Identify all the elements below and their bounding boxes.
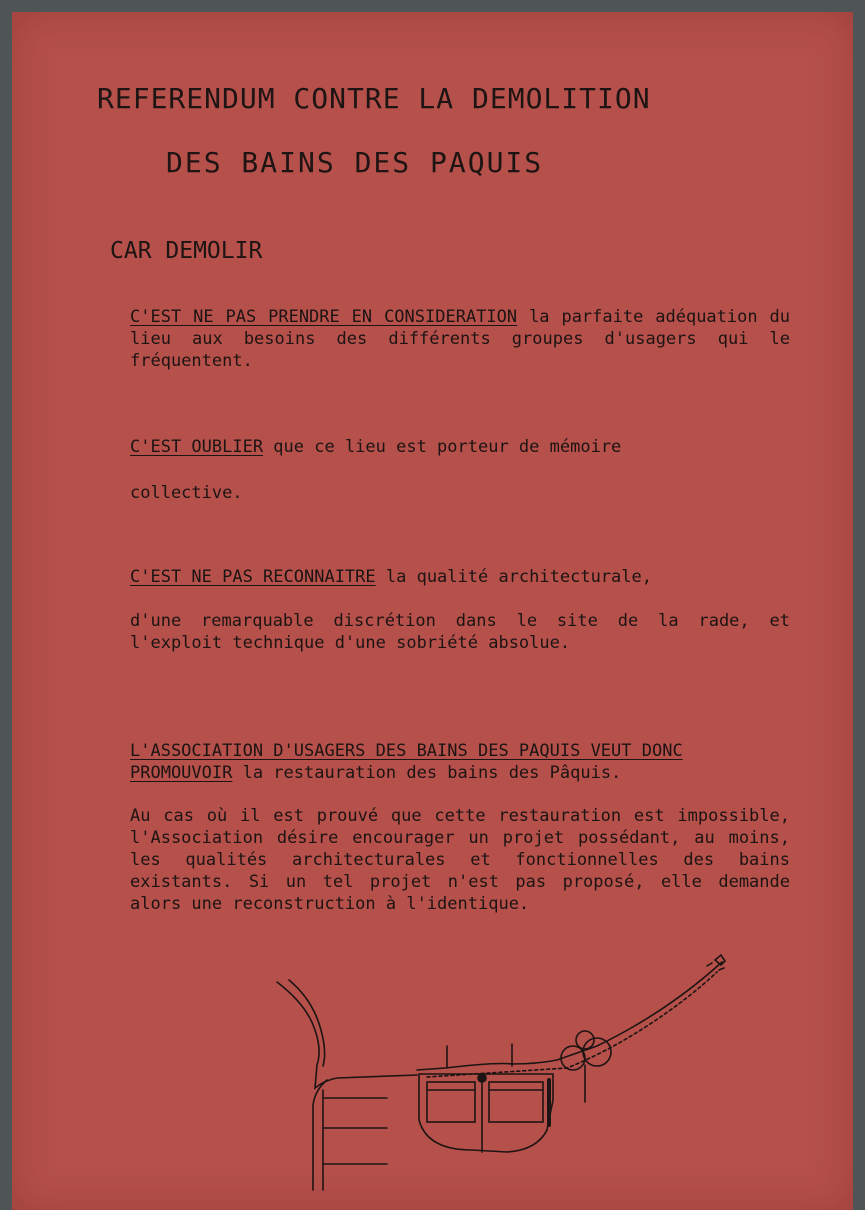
jetty-line [417, 962, 722, 1070]
paragraph-reconnaitre-continued: d'une remarquable discrétion dans le site de la rade, et l'exploit technique d'une sobriété absolue. [130, 611, 790, 653]
bath-hull [419, 1074, 553, 1152]
subtitle: CAR DEMOLIR [110, 238, 263, 264]
shoreline-line [277, 982, 417, 1088]
paragraph-lead: C'EST OUBLIER [130, 437, 264, 457]
paragraph-text: la qualité architecturale, [375, 567, 652, 587]
paragraph-oublier-continued: collective. [130, 483, 243, 503]
bath-cabin-left [427, 1082, 475, 1122]
bains-sketch-illustration [267, 940, 727, 1202]
paragraph-reconnaitre [130, 566, 790, 588]
title-line-1: REFERENDUM CONTRE LA DEMOLITION [97, 82, 651, 115]
flyer-sheet [12, 12, 853, 1210]
title-line-2: DES BAINS DES PAQUIS [166, 146, 544, 179]
paragraph-text: la parfaite adéquation du lieu aux besoins des différents groupes d'usagers qui le fréquentent. [130, 307, 790, 371]
paragraph-lead: L'ASSOCIATION D'USAGERS DES BAINS DES PAQUIS VEUT DONC PROMOUVOIR [130, 741, 683, 783]
paragraph-association [130, 740, 790, 784]
paragraph-lead: C'EST NE PAS RECONNAITRE [130, 567, 376, 587]
paragraph-oublier [130, 436, 790, 458]
paragraph-lead: C'EST NE PAS PRENDRE EN CONSIDERATION [130, 307, 518, 327]
bath-cabin-right [489, 1082, 543, 1122]
paragraph-au-cas: Au cas où il est prouvé que cette restauration est impossible, l'Association désire encourager un projet possédant, au moins, les qualités architecturales et fonctionnelles des bains existants. Si un tel projet n'est pas proposé, elle demande alors une reconstruction à l'identique. [130, 806, 790, 914]
tree-bush [583, 1038, 611, 1066]
paragraph-text: que ce lieu est porteur de mémoire [263, 437, 622, 457]
bath-center-post [478, 1074, 486, 1082]
quay-wall [313, 1080, 327, 1190]
jetty-dotted-line [427, 972, 717, 1077]
paragraph-consideration [130, 306, 790, 372]
paragraph-text: la restauration des bains des Pâquis. [232, 763, 622, 783]
